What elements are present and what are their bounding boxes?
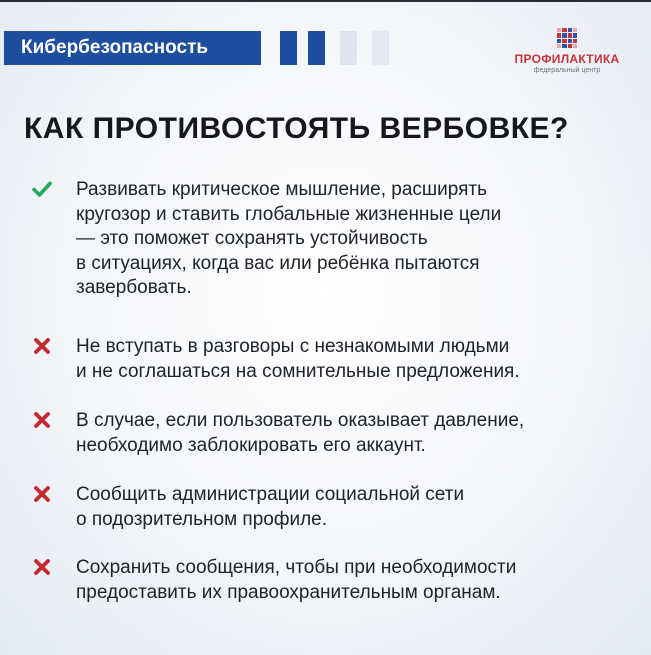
section-tag: Кибербезопасность: [4, 31, 261, 65]
check-icon: [30, 177, 54, 201]
logo-subtitle: федеральный центр: [533, 67, 601, 74]
profilaktika-logo: [497, 28, 637, 74]
item-text: В случае, если пользователь оказывает давление, необходимо заблокировать его аккаунт.: [76, 410, 525, 456]
item-text: Сохранить сообщения, чтобы при необходимости предоставить их правоохранительным органам.: [76, 557, 517, 603]
cross-icon: [30, 482, 54, 506]
item-text: Не вступать в разговоры с незнакомыми людьми и не соглашаться на сомнительные предложения.: [76, 336, 520, 382]
cross-icon: [30, 408, 54, 432]
cross-icon: [30, 555, 54, 579]
page-title: КАК ПРОТИВОСТОЯТЬ ВЕРБОВКЕ?: [24, 112, 569, 145]
top-border-line: [0, 0, 651, 2]
logo-name: ПРОФИЛАКТИКА: [514, 52, 620, 66]
item-text: Развивать критическое мышление, расширять кругозор и ставить глобальные жизненные цели — это поможет сохранять устойчивость в ситуациях, когда вас или ребёнка пытаются завербовать.: [76, 179, 502, 298]
cross-icon: [30, 334, 54, 358]
item-text: Сообщить администрации социальной сети о подозрительном профиле.: [76, 484, 465, 530]
logo-grid-icon: [557, 28, 577, 48]
